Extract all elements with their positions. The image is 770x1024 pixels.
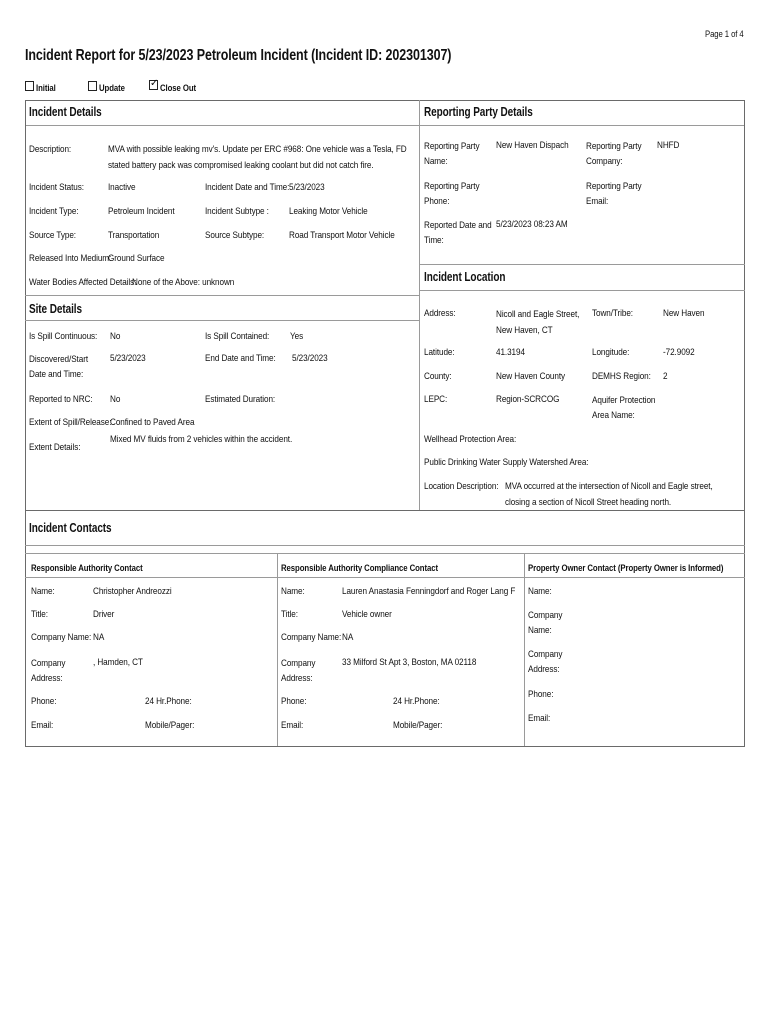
county-value: New Haven County <box>496 371 566 382</box>
location-description-label: Location Description: <box>424 481 499 492</box>
grid-line <box>25 553 745 554</box>
responsible-phone-label: Phone: <box>31 696 57 707</box>
responsible-name-value: Christopher Andreozzi <box>93 586 172 597</box>
compliance-name-label: Name: <box>281 586 305 597</box>
incident-location-heading: Incident Location <box>424 270 506 284</box>
compliance-name-value: Lauren Anastasia Fenningdorf and Roger Lang F <box>342 586 516 597</box>
aquifer-label: Aquifer Protection Area Name: <box>592 395 656 421</box>
responsible-mobile-label: Mobile/Pager: <box>145 720 195 731</box>
checkbox-initial-label: Initial <box>36 83 56 94</box>
lepc-label: LEPC: <box>424 394 448 405</box>
grid-line <box>25 125 745 126</box>
reported-nrc-label: Reported to NRC: <box>29 394 93 405</box>
responsible-title-label: Title: <box>31 609 48 620</box>
watershed-label: Public Drinking Water Supply Watershed Area: <box>424 457 589 468</box>
grid-line <box>524 553 525 746</box>
checkbox-initial[interactable] <box>25 81 34 91</box>
responsible-name-label: Name: <box>31 586 55 597</box>
longitude-label: Longitude: <box>592 347 630 358</box>
reporting-party-company-value: NHFD <box>657 140 680 151</box>
town-label: Town/Tribe: <box>592 308 633 319</box>
compliance-company-value: NA <box>342 632 354 643</box>
incident-contacts-heading: Incident Contacts <box>29 521 112 535</box>
source-type-value: Transportation <box>108 230 160 241</box>
county-label: County: <box>424 371 452 382</box>
extent-details-label: Extent Details: <box>29 442 81 453</box>
property-owner-address-label: Company Address: <box>528 649 563 675</box>
date-time-label: Incident Date and Time: <box>205 182 290 193</box>
checkbox-close-out-label: Close Out <box>160 83 197 94</box>
grid-line <box>277 553 278 746</box>
status-value: Inactive <box>108 182 136 193</box>
released-value: Ground Surface <box>108 253 165 264</box>
wellhead-label: Wellhead Protection Area: <box>424 434 517 445</box>
discovered-label: Discovered/Start Date and Time: <box>29 354 89 380</box>
responsible-24hr-label: 24 Hr.Phone: <box>145 696 192 707</box>
address-label: Address: <box>424 308 456 319</box>
checkbox-update-label: Update <box>99 83 125 94</box>
responsible-heading: Responsible Authority Contact <box>31 563 143 574</box>
location-description-value: MVA occurred at the intersection of Nicoll and Eagle street, closing a section of Nicoll Street heading north. <box>505 481 713 508</box>
extent-label: Extent of Spill/Release: <box>29 417 112 428</box>
grid-line <box>25 100 745 101</box>
compliance-mobile-label: Mobile/Pager: <box>393 720 443 731</box>
compliance-address-value: 33 Milford St Apt 3, Boston, MA 02118 <box>342 657 477 668</box>
discovered-value: 5/23/2023 <box>110 353 146 364</box>
water-bodies-value: None of the Above: unknown <box>132 277 235 288</box>
lepc-value: Region-SCRCOG <box>496 394 560 405</box>
date-time-value: 5/23/2023 <box>289 182 325 193</box>
grid-line <box>744 100 745 746</box>
page-number: Page 1 of 4 <box>705 29 744 39</box>
property-owner-phone-label: Phone: <box>528 689 554 700</box>
extent-value: Confined to Paved Area <box>110 417 195 428</box>
compliance-24hr-label: 24 Hr.Phone: <box>393 696 440 707</box>
grid-line <box>419 290 745 291</box>
description-value: MVA with possible leaking mv's. Update per ERC #968: One vehicle was a Tesla, FD stated battery pack was compromised leaking coolant but did not catch fire. <box>108 144 407 171</box>
latitude-value: 41.3194 <box>496 347 525 358</box>
compliance-address-label: Company Address: <box>281 658 316 684</box>
property-owner-email-label: Email: <box>528 713 551 724</box>
reporting-party-phone-label: Reporting Party Phone: <box>424 181 480 207</box>
status-label: Incident Status: <box>29 182 84 193</box>
grid-line <box>25 545 745 546</box>
subtype-label: Incident Subtype : <box>205 206 269 217</box>
reporting-party-email-label: Reporting Party Email: <box>586 181 642 207</box>
property-owner-heading: Property Owner Contact (Property Owner is Informed) <box>528 563 724 574</box>
grid-line <box>25 577 745 578</box>
description-label: Description: <box>29 144 72 155</box>
reporting-party-heading: Reporting Party Details <box>424 105 533 119</box>
responsible-address-value: , Hamden, CT <box>93 657 143 668</box>
subtype-value: Leaking Motor Vehicle <box>289 206 368 217</box>
grid-line <box>25 746 745 747</box>
compliance-heading: Responsible Authority Compliance Contact <box>281 563 439 574</box>
address-value: Nicoll and Eagle Street, New Haven, CT <box>496 309 580 336</box>
reporting-party-name-label: Reporting Party Name: <box>424 141 480 167</box>
responsible-company-label: Company Name: <box>31 632 92 643</box>
grid-line <box>25 295 420 296</box>
compliance-title-value: Vehicle owner <box>342 609 392 620</box>
grid-line <box>419 100 420 510</box>
spill-contained-label: Is Spill Contained: <box>205 331 270 342</box>
town-value: New Haven <box>663 308 705 319</box>
page-title: Incident Report for 5/23/2023 Petroleum Incident (Incident ID: 202301307) <box>25 47 452 64</box>
end-date-label: End Date and Time: <box>205 353 276 364</box>
source-subtype-label: Source Subtype: <box>205 230 265 241</box>
checkbox-close-out[interactable] <box>149 80 158 90</box>
extent-details-value: Mixed MV fluids from 2 vehicles within the accident. <box>110 434 293 445</box>
source-type-label: Source Type: <box>29 230 76 241</box>
end-date-value: 5/23/2023 <box>292 353 328 364</box>
reporting-party-name-value: New Haven Dispach <box>496 140 569 151</box>
type-value: Petroleum Incident <box>108 206 175 217</box>
demhs-label: DEMHS Region: <box>592 371 651 382</box>
reported-nrc-value: No <box>110 394 121 405</box>
source-subtype-value: Road Transport Motor Vehicle <box>289 230 395 241</box>
demhs-value: 2 <box>663 371 668 382</box>
responsible-company-value: NA <box>93 632 105 643</box>
compliance-company-label: Company Name: <box>281 632 342 643</box>
reported-date-label: Reported Date and Time: <box>424 220 492 246</box>
responsible-title-value: Driver <box>93 609 115 620</box>
released-label: Released Into Medium: <box>29 253 112 264</box>
site-details-heading: Site Details <box>29 302 82 316</box>
property-owner-name-label: Name: <box>528 586 552 597</box>
spill-continuous-label: Is Spill Continuous: <box>29 331 98 342</box>
longitude-value: -72.9092 <box>663 347 695 358</box>
latitude-label: Latitude: <box>424 347 455 358</box>
reporting-party-company-label: Reporting Party Company: <box>586 141 642 167</box>
responsible-email-label: Email: <box>31 720 54 731</box>
spill-continuous-value: No <box>110 331 121 342</box>
grid-line <box>419 264 745 265</box>
reported-date-value: 5/23/2023 08:23 AM <box>496 219 568 230</box>
property-owner-company-label: Company Name: <box>528 610 563 636</box>
type-label: Incident Type: <box>29 206 79 217</box>
checkbox-update[interactable] <box>88 81 97 91</box>
grid-line <box>25 100 26 746</box>
compliance-phone-label: Phone: <box>281 696 307 707</box>
incident-details-heading: Incident Details <box>29 105 102 119</box>
responsible-address-label: Company Address: <box>31 658 66 684</box>
estimated-duration-label: Estimated Duration: <box>205 394 276 405</box>
water-bodies-label: Water Bodies Affected Details: <box>29 277 137 288</box>
spill-contained-value: Yes <box>290 331 304 342</box>
compliance-title-label: Title: <box>281 609 298 620</box>
grid-line <box>25 320 420 321</box>
compliance-email-label: Email: <box>281 720 304 731</box>
